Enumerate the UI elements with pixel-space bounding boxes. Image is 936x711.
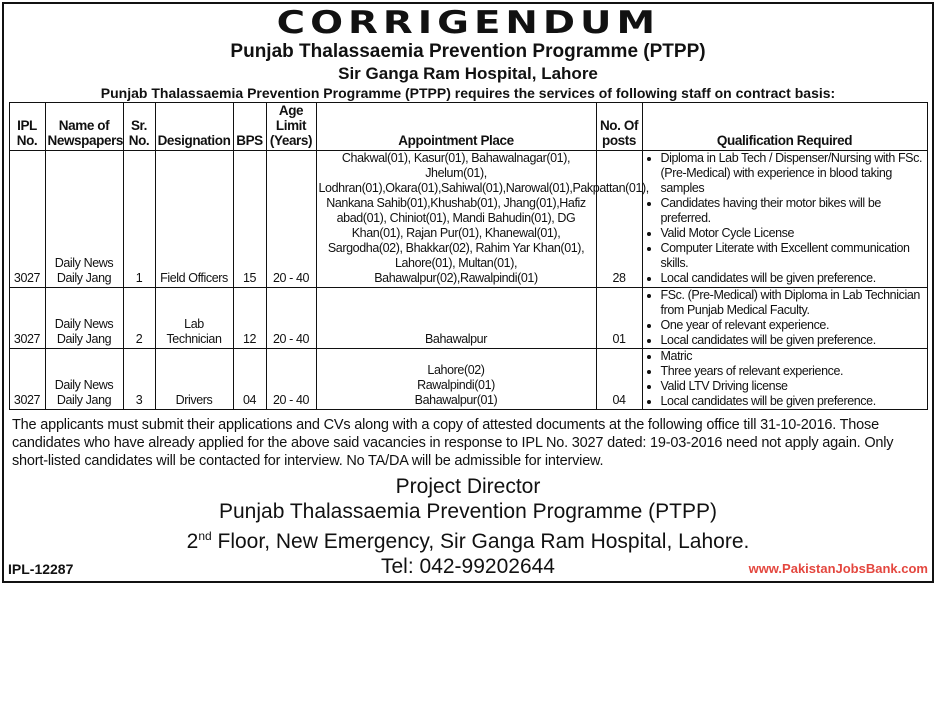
qualification-item: • Matric — [661, 349, 923, 364]
qualification-item: • One year of relevant experience. — [661, 318, 923, 333]
qualification-list — [645, 349, 923, 409]
column-header: Age Limit (Years) — [266, 103, 316, 151]
newspaper-name: Daily Jang — [56, 393, 112, 407]
vacancy-table — [9, 102, 928, 410]
column-header: IPL No. — [9, 103, 45, 151]
qualifications — [642, 349, 927, 410]
floor-number: 2 — [186, 530, 199, 553]
qualification-item: • Diploma in Lab Tech / Dispenser/Nursing with FSc.(Pre-Medical) with experience in blood taking samples — [661, 151, 923, 196]
qualification-item: • Three years of relevant experience. — [661, 364, 923, 379]
qualification-item: • Local candidates will be given preference. — [661, 394, 923, 409]
newspapers — [45, 349, 123, 410]
bps: 04 — [233, 349, 266, 410]
page-title-wrap — [8, 6, 928, 40]
column-header: BPS — [233, 103, 266, 151]
age-limit: 20 - 40 — [266, 288, 316, 349]
qualifications — [642, 288, 927, 349]
qualification-item: • Valid LTV Driving license — [661, 379, 923, 394]
serial-number: 3 — [123, 349, 155, 410]
appointment-place: Bahawalpur — [316, 288, 596, 349]
newspaper-name: Daily News — [54, 256, 114, 270]
column-header: Sr. No. — [123, 103, 155, 151]
qualification-item: • Local candidates will be given preference. — [661, 271, 923, 286]
intro-text: Punjab Thalassaemia Prevention Programme (PTPP) requires the services of following staff on contract basis: — [100, 85, 836, 101]
qualifications — [642, 151, 927, 288]
table-row — [9, 151, 927, 288]
ipl-number: 3027 — [9, 349, 45, 410]
signature-address — [8, 524, 928, 554]
qualification-item: • Local candidates will be given preference. — [661, 333, 923, 348]
ipl-reference: IPL-12287 — [8, 561, 74, 577]
table-row — [9, 288, 927, 349]
age-limit: 20 - 40 — [266, 151, 316, 288]
signature-organization: Punjab Thalassaemia Prevention Programme (PTPP) — [218, 500, 717, 523]
column-header: Name of Newspapers — [45, 103, 123, 151]
serial-number: 1 — [123, 151, 155, 288]
bottom-row — [8, 554, 928, 579]
number-of-posts: 28 — [596, 151, 642, 288]
qualification-list — [645, 288, 923, 348]
location: Sir Ganga Ram Hospital, Lahore — [338, 64, 598, 83]
column-header: Designation — [155, 103, 233, 151]
newspapers — [45, 288, 123, 349]
address-text: Floor, New Emergency, Sir Ganga Ram Hospital, Lahore. — [211, 530, 750, 553]
bps: 12 — [233, 288, 266, 349]
appointment-place: Chakwal(01), Kasur(01), Bahawalnagar(01), Jhelum(01), Lodhran(01),Okara(01),Sahiwal(01),Narowal(01),Pakpattan(01), Nankana Sahib(01),Khushab(01), Jhang(01),Hafiz abad(01), Chiniot(01), Mandi Bahudin(01), DG Khan(01), Rajan Pur(01), Khanewal(01), Sargodha(02), Bhakkar(02), Rahim Yar Khan(01), Lahore(01), Multan(01), Bahawalpur(02),Rawalpindi(01) — [316, 151, 596, 288]
newspaper-name: Daily News — [54, 317, 114, 331]
table-header-row — [9, 103, 927, 151]
qualification-item: • Valid Motor Cycle License — [661, 226, 923, 241]
qualification-item: • FSc. (Pre-Medical) with Diploma in Lab Technician from Punjab Medical Faculty. — [661, 288, 923, 318]
qualification-item: • Candidates having their motor bikes will be preferred. — [661, 196, 923, 226]
ipl-number: 3027 — [9, 151, 45, 288]
designation: Drivers — [155, 349, 233, 410]
organization-name: Punjab Thalassaemia Prevention Programme (PTPP) — [230, 41, 706, 62]
number-of-posts: 01 — [596, 288, 642, 349]
designation: Field Officers — [155, 151, 233, 288]
serial-number: 2 — [123, 288, 155, 349]
bps: 15 — [233, 151, 266, 288]
signature-title: Project Director — [395, 475, 541, 498]
page-title: CORRIGENDUM — [276, 5, 660, 41]
application-instructions: The applicants must submit their applications and CVs along with a copy of attested documents at the following office till 31-10-2016. Those candidates who have already applied for the above said vacancies in response to IPL No. 3027 dated: 19-03-2016 need not apply again. Only short-listed candidates will be contacted for interview. No TA/DA will be admissible for interview. — [12, 417, 894, 469]
ipl-number: 3027 — [9, 288, 45, 349]
floor-suffix: nd — [198, 529, 212, 543]
column-header: Appointment Place — [316, 103, 596, 151]
column-header: Qualification Required — [642, 103, 927, 151]
watermark: www.PakistanJobsBank.com — [748, 561, 928, 576]
column-header: No. Of posts — [596, 103, 642, 151]
ad-border — [2, 2, 934, 583]
qualification-list — [645, 151, 923, 286]
table-row — [9, 349, 927, 410]
newspaper-name: Daily Jang — [56, 271, 112, 285]
qualification-item: • Computer Literate with Excellent communication skills. — [661, 241, 923, 271]
appointment-place: Lahore(02) Rawalpindi(01) Bahawalpur(01) — [316, 349, 596, 410]
newspaper-name: Daily Jang — [56, 332, 112, 346]
signature-telephone: Tel: 042-99202644 — [381, 555, 555, 578]
newspaper-name: Daily News — [54, 378, 114, 392]
designation: Lab Technician — [155, 288, 233, 349]
number-of-posts: 04 — [596, 349, 642, 410]
age-limit: 20 - 40 — [266, 349, 316, 410]
newspapers — [45, 151, 123, 288]
